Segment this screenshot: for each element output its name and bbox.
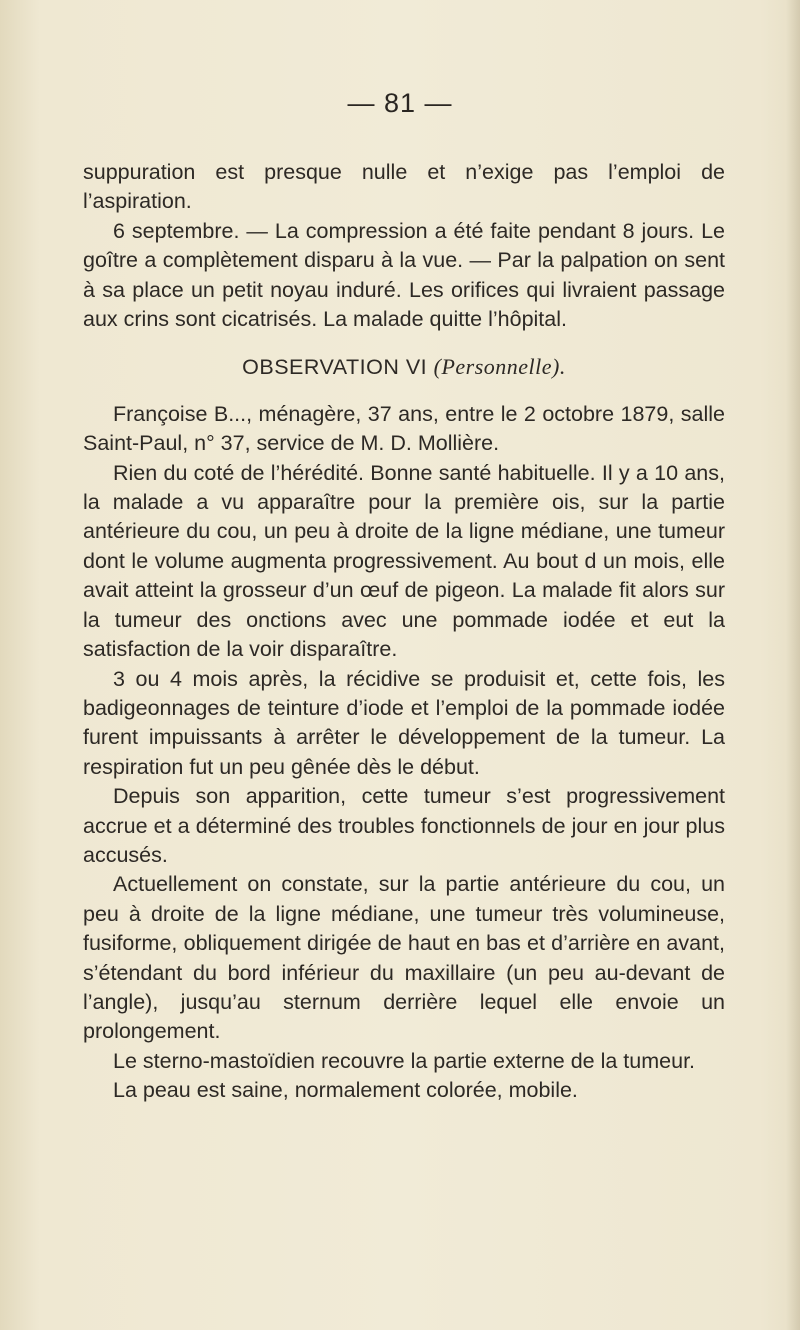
paragraph-continuation: suppuration est presque nulle et n’exige pas l’emploi de l’aspiration. [83,160,725,214]
paragraph-current-state: Actuellement on constate, sur la partie antérieure du cou, un peu à droite de la ligne médiane, une tumeur très volumineuse, fusiforme, obliquement dirigée de haut en bas et d’arrière en avant, s’étendant du bord inférieur du maxillaire (un peu au-devant de l’angle), jusqu’au sternum derrière lequel elle envoie un prolongement. [83,872,725,1044]
paragraph-recurrence: 3 ou 4 mois après, la récidive se produisit et, cette fois, les badigeonnages de teinture d’iode et l’emploi de la pommade iodée furent impuissants à arrêter le développement de la tumeur. La respiration fut un peu gênée dès le début. [83,666,725,779]
body-text [83,158,725,1106]
page-edge-shadow [786,0,800,1330]
paragraph-september-6: 6 septembre. — La compression a été faite pendant 8 jours. Le goître a complètement disparu à la vue. — Par la palpation on sent à sa place un petit noyau induré. Les orifices qui livraient passage aux crins sont cicatrisés. La malade quitte l’hôpital. [83,218,725,332]
paragraph-sterno-mastoid: Le sterno-mastoïdien recouvre la partie externe de la tumeur. [113,1048,696,1073]
paragraph-progression: Depuis son apparition, cette tumeur s’est progressivement accrue et a déterminé des troubles fonctionnels de jour en jour plus accusés. [83,784,725,867]
observation-subtitle: (Personnelle). [433,354,566,380]
paragraph-history: Rien du coté de l’hérédité. Bonne santé habituelle. Il y a 10 ans, la malade a vu apparaître pour la première ois, sur la partie antérieure du cou, un peu à droite de la ligne médiane, une tumeur dont le volume augmenta progressivement. Au bout d un mois, elle avait atteint la grosseur d’un œuf de pigeon. La malade fit alors sur la tumeur des onctions avec une pommade iodée et eut la satisfaction de la voir disparaître. [83,460,725,662]
observation-title: OBSERVATION VI [242,355,428,380]
paragraph-patient-intro: Françoise B..., ménagère, 37 ans, entre le 2 octobre 1879, salle Saint-Paul, n° 37, service de M. D. Mollière. [83,401,725,456]
page-number: — 81 — [347,88,453,118]
paragraph-skin: La peau est saine, normalement colorée, mobile. [113,1078,578,1103]
observation-heading [83,352,725,382]
